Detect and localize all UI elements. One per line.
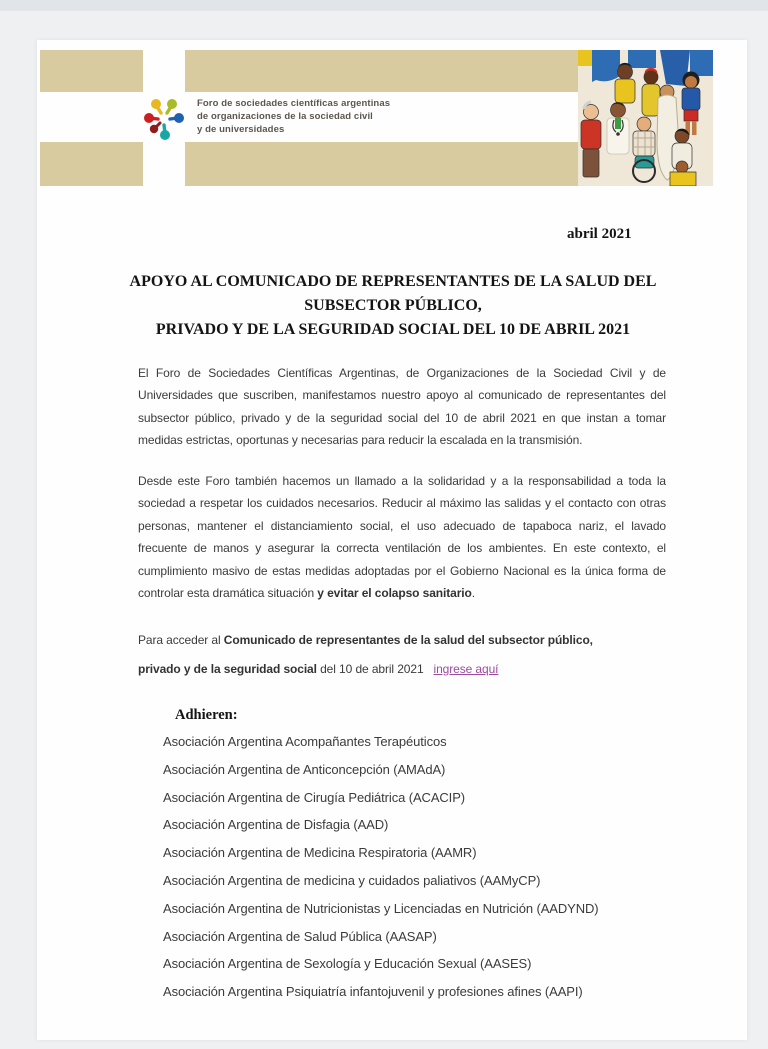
- list-item-organization: Asociación Argentina Acompañantes Terapéuticos: [163, 734, 447, 749]
- foro-logo-icon: [141, 93, 187, 141]
- list-item-organization: Asociación Argentina de Cirugía Pediátrica (ACACIP): [163, 789, 465, 805]
- paragraph2-period: .: [471, 586, 476, 601]
- paragraph2-bold-text: y evitar el colapso sanitario: [317, 586, 472, 601]
- org-name-line1: Foro de sociedades científicas argentinas: [197, 98, 391, 109]
- list-item-organization: Asociación Argentina Psiquiatría infantojuvenil y profesiones afines (AAPI): [163, 984, 583, 1000]
- header-banner: [40, 50, 713, 186]
- paragraph-access-link: [138, 626, 666, 684]
- title-line3: PRIVADO Y DE LA SEGURIDAD SOCIAL DEL 10 DE ABRIL 2021: [155, 321, 631, 338]
- ingrese-aqui-link[interactable]: ingrese aquí: [433, 662, 499, 676]
- paragraph3-start: Para acceder al: [138, 633, 224, 647]
- document-page: [37, 40, 747, 1040]
- list-item-organization: Asociación Argentina de Disfagia (AAD): [163, 817, 389, 833]
- paragraph2-text: Desde este Foro también hacemos un llamado a la solidaridad y a la responsabilidad a toda la sociedad a respetar los cuidados necesarios. Reducir al máximo las salidas y el contacto con otras personas, mantener el distanciamiento social, el uso adecuado de tapaboca nariz, el lavado frecuente de manos y asegurar la correcta ventilación de los ambientes. En este contexto, el cumplimiento masivo de estas medidas adoptadas por el Gobierno Nacional es la única forma de controlar esta dramática situación: [138, 474, 666, 601]
- paragraph3-bold-line2: privado y de la seguridad social: [138, 662, 317, 676]
- list-item-organization: Asociación Argentina de Nutricionistas y Licenciadas en Nutrición (AADYND): [163, 900, 599, 916]
- paragraph3-bold-line1: Comunicado de representantes de la salud del subsector público,: [223, 633, 593, 647]
- organization-name: [197, 97, 390, 136]
- adhieren-heading: Adhieren:: [175, 707, 238, 723]
- people-crowd-illustration: [578, 50, 713, 186]
- viewer-top-strip: [0, 0, 768, 11]
- org-name-line2: de organizaciones de la sociedad civil: [197, 111, 373, 122]
- list-item-organization: Asociación Argentina de Anticoncepción (AMAdA): [163, 761, 446, 777]
- organization-list: [163, 728, 723, 1006]
- document-date: abril 2021: [567, 226, 632, 242]
- document-title: [103, 270, 683, 342]
- list-item-organization: Asociación Argentina de Sexología y Educación Sexual (AASES): [163, 956, 532, 972]
- paragraph3-middle: del 10 de abril 2021: [316, 662, 424, 676]
- title-line1: APOYO AL COMUNICADO DE REPRESENTANTES DE LA SALUD DEL: [129, 273, 657, 290]
- list-item-organization: Asociación Argentina de Salud Pública (AASAP): [163, 928, 437, 944]
- list-item-organization: Asociación Argentina de Medicina Respiratoria (AAMR): [163, 845, 477, 861]
- title-line2: SUBSECTOR PÚBLICO,: [304, 297, 482, 314]
- list-item-organization: Asociación Argentina de medicina y cuidados paliativos (AAMyCP): [163, 872, 541, 888]
- org-name-line3: y de universidades: [197, 124, 285, 135]
- paragraph-support-statement: El Foro de Sociedades Científicas Argentinas, de Organizaciones de la Sociedad Civil y de Universidades que suscriben, manifestamos nuestro apoyo al comunicado de representantes del subsector público, privado y de la seguridad social del 10 de abril 2021 en que instan a tomar medidas estrictas, oportunas y necesarias para reducir la escalada en la transmisión.: [138, 366, 666, 448]
- paragraph-call-to-solidarity: [138, 470, 666, 604]
